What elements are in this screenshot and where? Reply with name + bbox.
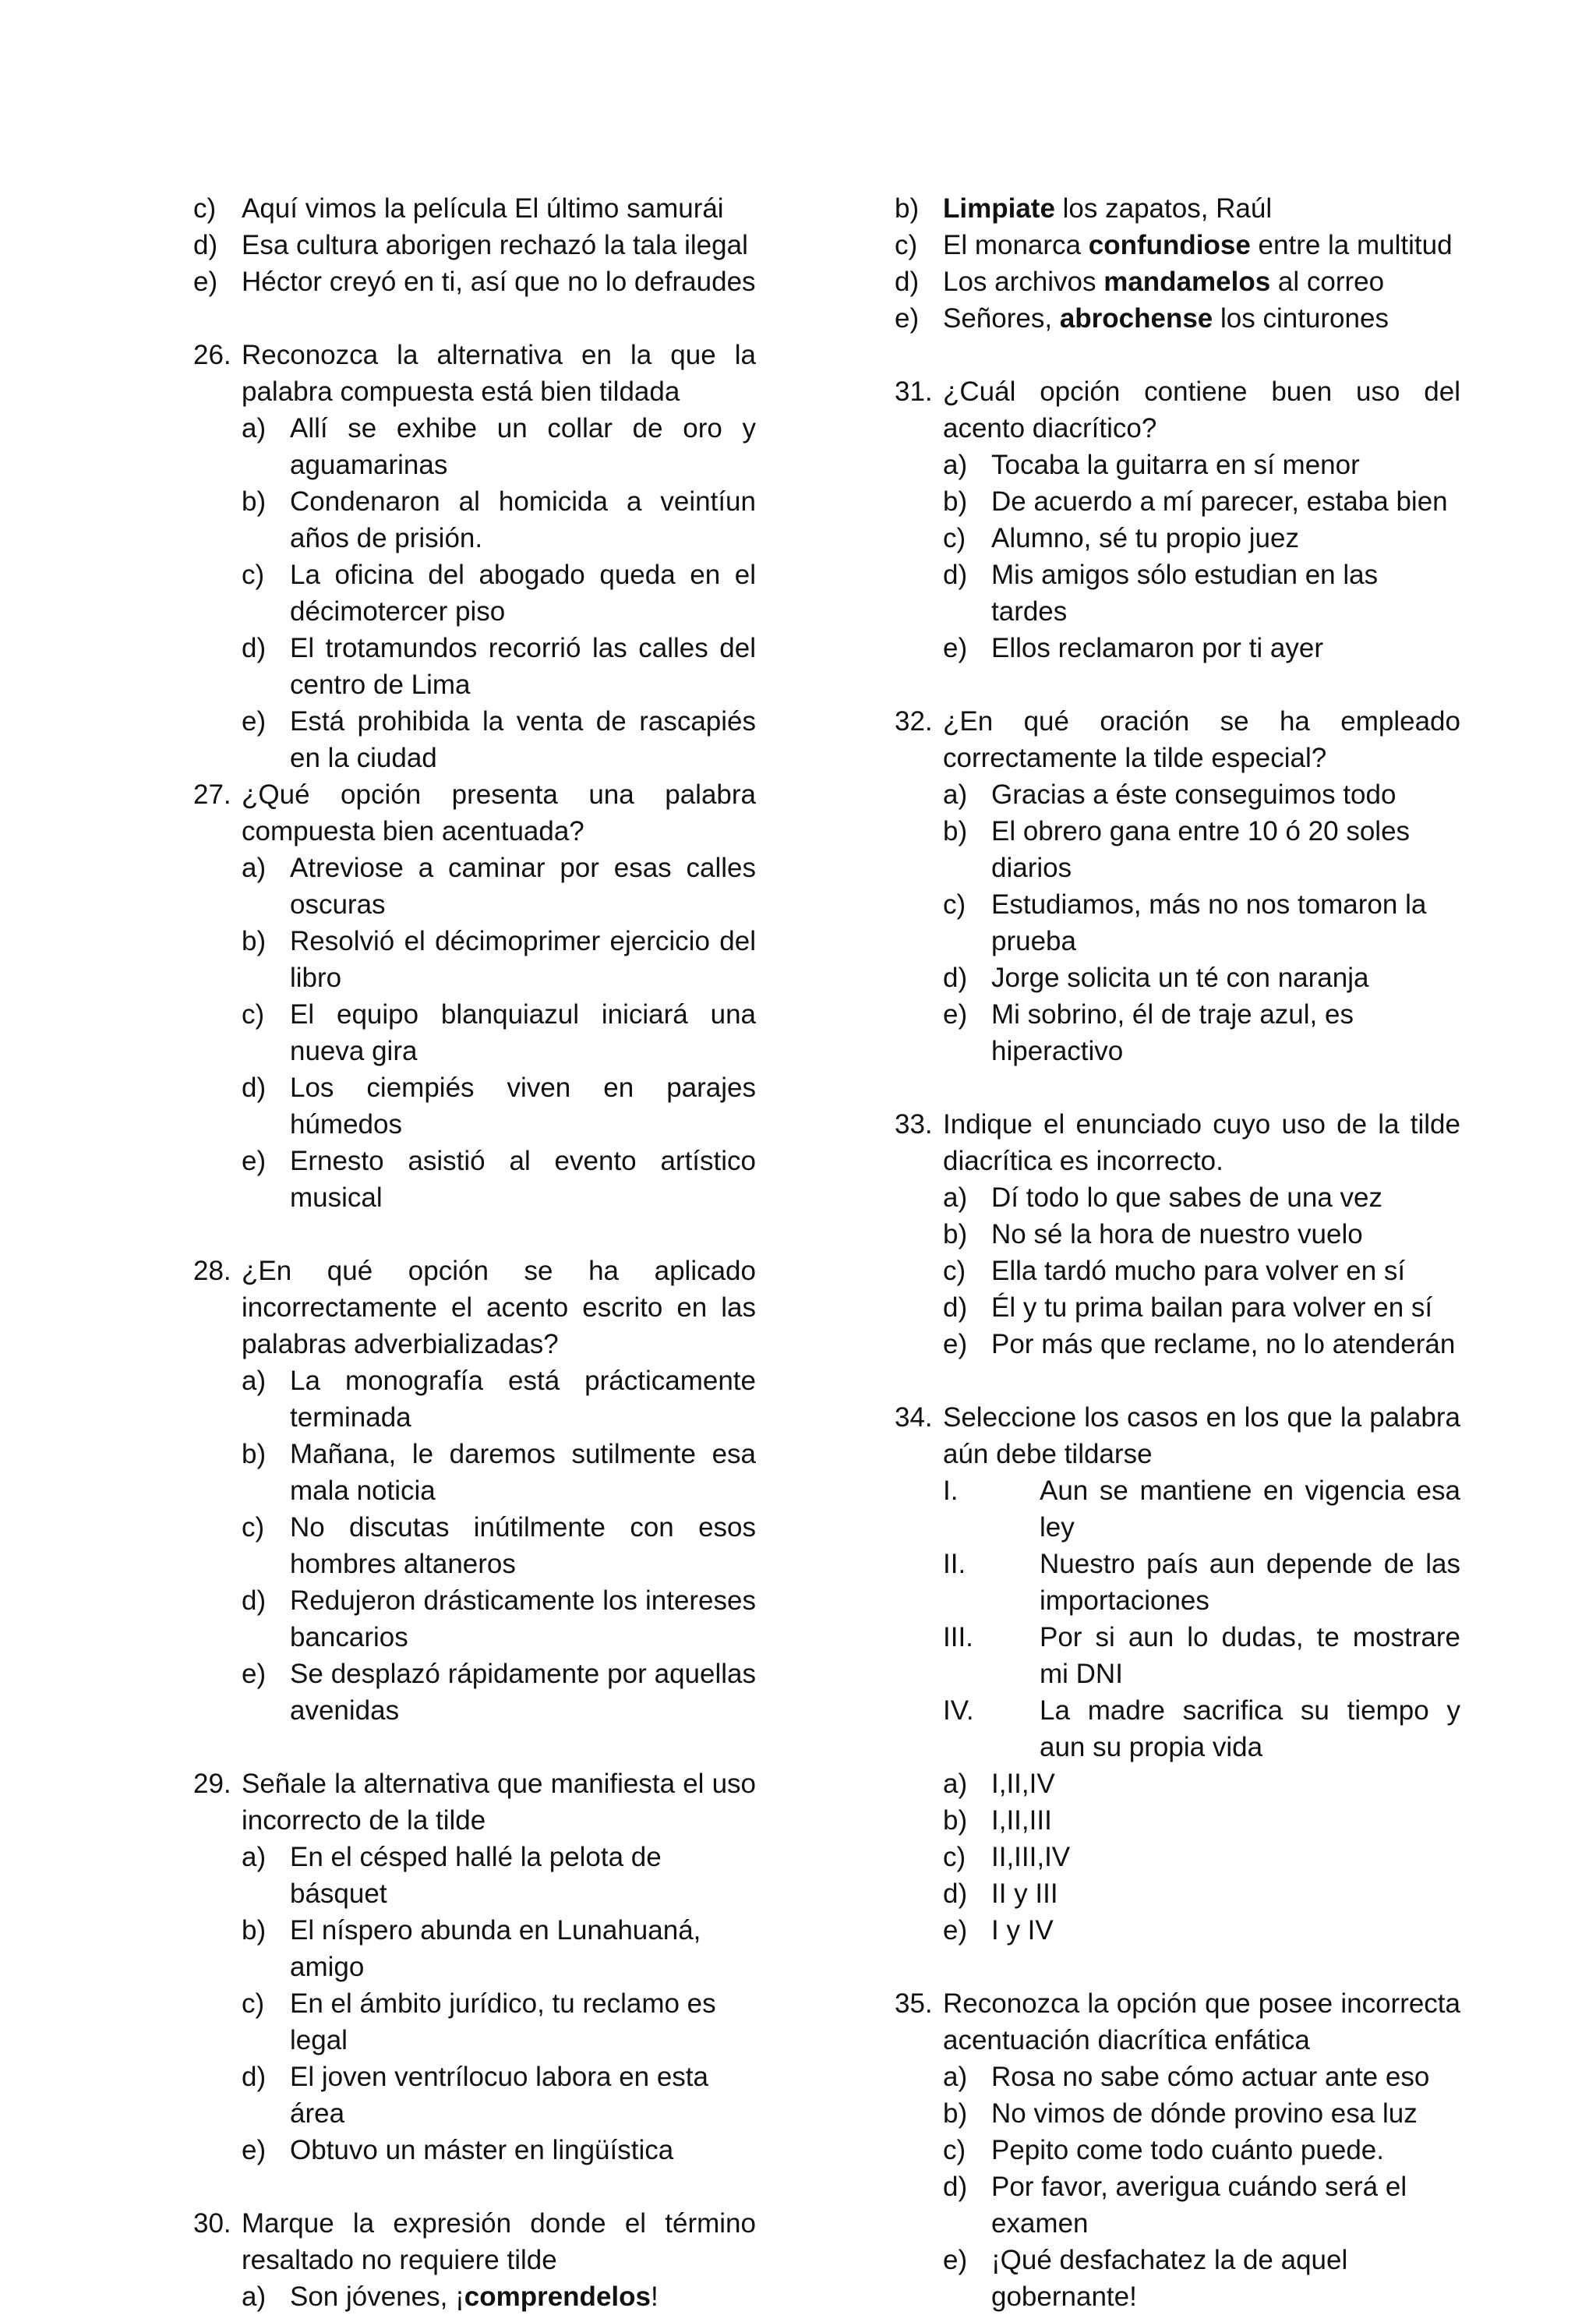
- option-label: a): [242, 853, 267, 883]
- question-number: 29.: [193, 1769, 231, 1799]
- question-stem: [895, 373, 1460, 447]
- option-text: Dí todo lo que sabes de una vez: [991, 1182, 1383, 1213]
- highlighted-term: Limpiate: [943, 193, 1055, 224]
- question-text: ¿En qué oración se ha empleado correctamente la tilde especial?: [943, 706, 1460, 773]
- option-label: d): [943, 1879, 968, 1909]
- option-text: Héctor creyó en ti, así que no lo defraudes: [242, 267, 756, 297]
- case-item: [943, 1619, 1460, 1692]
- option-label: c): [943, 1256, 966, 1286]
- option-label: e): [242, 1146, 267, 1176]
- option-c: [242, 996, 756, 1069]
- option-d: [242, 1069, 756, 1143]
- question-stem: [193, 337, 756, 410]
- option-text: Mis amigos sólo estudian en las tardes: [991, 560, 1379, 627]
- option-text-post: los cinturones: [1213, 303, 1389, 334]
- option-a: [943, 2059, 1460, 2095]
- case-label: IV.: [943, 1695, 974, 1726]
- option-label: d): [943, 560, 968, 590]
- option-text: Mañana, le daremos sutilmente esa mala noticia: [290, 1439, 756, 1506]
- option-e: [943, 996, 1460, 1069]
- case-item: [943, 1472, 1460, 1546]
- highlighted-term: comprendelos: [464, 2281, 651, 2312]
- option-a: [242, 2278, 756, 2315]
- option-label: e): [943, 1329, 968, 1359]
- option-text: El trotamundos recorrió las calles del centro de Lima: [290, 633, 756, 700]
- option-a: [242, 850, 756, 923]
- option-text: Esa cultura aborigen rechazó la tala ilegal: [242, 230, 748, 260]
- option-text: Pepito come todo cuánto puede.: [991, 2135, 1384, 2165]
- option-c: [242, 1985, 756, 2059]
- question-text: Señale la alternativa que manifiesta el uso incorrecto de la tilde: [242, 1769, 756, 1836]
- option-text: Estudiamos, más no nos tomaron la prueba: [991, 889, 1427, 956]
- option-text: Se desplazó rápidamente por aquellas avenidas: [290, 1659, 756, 1726]
- option-text: Alumno, sé tu propio juez: [991, 523, 1299, 553]
- option-text: No vimos de dónde provino esa luz: [991, 2098, 1418, 2129]
- option-label: c): [242, 999, 265, 1030]
- question-number: 33.: [895, 1109, 933, 1140]
- option-text-pre: Son jóvenes, ¡: [290, 2281, 464, 2312]
- option-label: e): [193, 267, 218, 297]
- option-label: c): [242, 560, 265, 590]
- question-stem: [895, 1399, 1460, 1472]
- question-number: 31.: [895, 376, 933, 407]
- question-stem: [193, 1765, 756, 1839]
- right-column: [895, 190, 1460, 2315]
- case-label: III.: [943, 1622, 973, 1652]
- option-label: e): [242, 706, 267, 737]
- option-b: [242, 483, 756, 557]
- option-label: b): [242, 1915, 267, 1946]
- question-text: ¿Cuál opción contiene buen uso del acento diacrítico?: [943, 376, 1460, 444]
- case-item: [943, 1692, 1460, 1765]
- option-e: [193, 263, 756, 300]
- option-d: [193, 227, 756, 263]
- option-label: e): [943, 999, 968, 1030]
- option-text: El equipo blanquiazul iniciará una nueva gira: [290, 999, 756, 1066]
- option-c: [943, 520, 1460, 557]
- option-label: d): [242, 1585, 267, 1616]
- option-e: [943, 630, 1460, 666]
- option-text: II y III: [991, 1879, 1058, 1909]
- case-text: Nuestro país aun depende de las importaciones: [1040, 1549, 1460, 1616]
- question-29: [193, 1765, 756, 2168]
- question-33: [895, 1106, 1460, 1362]
- option-c: [242, 557, 756, 630]
- question-stem: [895, 1106, 1460, 1179]
- question-text: Indique el enunciado cuyo uso de la tilde diacrítica es incorrecto.: [943, 1109, 1460, 1176]
- option-d: [242, 1582, 756, 1656]
- option-text: Mi sobrino, él de traje azul, es hiperactivo: [991, 999, 1354, 1066]
- option-text: Él y tu prima bailan para volver en sí: [991, 1292, 1433, 1323]
- highlighted-term: mandamelos: [1103, 267, 1271, 297]
- option-text-pre: Señores,: [943, 303, 1060, 334]
- option-a: [943, 1765, 1460, 1802]
- question-stem: [193, 1253, 756, 1362]
- case-text: Por si aun lo dudas, te mostrare mi DNI: [1040, 1622, 1460, 1689]
- option-d: [895, 263, 1460, 300]
- option-label: b): [943, 486, 968, 517]
- option-d: [943, 557, 1460, 630]
- question-32: [895, 703, 1460, 1069]
- option-text: Está prohibida la venta de rascapiés en la ciudad: [290, 706, 756, 773]
- option-label: c): [895, 230, 918, 260]
- left-column: [193, 190, 756, 2315]
- question-31: [895, 373, 1460, 666]
- option-text: El obrero gana entre 10 ó 20 soles diarios: [991, 816, 1411, 883]
- option-b: [943, 1802, 1460, 1839]
- option-label: d): [242, 2062, 267, 2092]
- option-label: d): [193, 230, 218, 260]
- option-text-post: los zapatos, Raúl: [1054, 193, 1273, 224]
- option-text: Condenaron al homicida a veintíun años de prisión.: [290, 486, 756, 553]
- option-text: Ernesto asistió al evento artístico musical: [290, 1146, 756, 1213]
- option-label: c): [943, 523, 966, 553]
- option-label: d): [943, 1292, 968, 1323]
- option-text-pre: Los archivos: [943, 267, 1104, 297]
- option-text: I y IV: [991, 1915, 1054, 1946]
- option-e: [943, 1326, 1460, 1362]
- option-label: b): [943, 2098, 968, 2129]
- option-label: b): [895, 193, 920, 224]
- option-e: [242, 703, 756, 776]
- question-stem: [895, 703, 1460, 776]
- option-label: a): [943, 2062, 968, 2092]
- option-text: Los ciempiés viven en parajes húmedos: [290, 1073, 756, 1140]
- option-label: b): [242, 1439, 267, 1469]
- option-text-post: entre la multitud: [1250, 230, 1453, 260]
- option-a: [242, 410, 756, 483]
- option-label: b): [943, 1219, 968, 1249]
- option-text: Obtuvo un máster en lingüística: [290, 2135, 674, 2165]
- option-c: [943, 886, 1460, 960]
- option-text: Ella tardó mucho para volver en sí: [991, 1256, 1406, 1286]
- option-b: [895, 190, 1460, 227]
- option-text: Ellos reclamaron por ti ayer: [991, 633, 1323, 663]
- option-text-post: !: [650, 2281, 659, 2312]
- option-a: [242, 1362, 756, 1436]
- option-label: a): [943, 1182, 968, 1213]
- option-label: e): [943, 2245, 968, 2275]
- option-text: Allí se exhibe un collar de oro y aguamarinas: [290, 413, 756, 480]
- option-c: [242, 1509, 756, 1582]
- option-label: d): [242, 1073, 267, 1103]
- option-c: [943, 1839, 1460, 1875]
- option-text: En el ámbito jurídico, tu reclamo es legal: [290, 1988, 716, 2055]
- option-d: [242, 630, 756, 703]
- option-label: e): [242, 2135, 267, 2165]
- case-item: [943, 1546, 1460, 1619]
- option-c: [943, 1253, 1460, 1289]
- question-stem: [193, 2205, 756, 2278]
- option-text: No discutas inútilmente con esos hombres altaneros: [290, 1512, 756, 1579]
- option-text: I,II,III: [991, 1805, 1052, 1836]
- option-label: c): [242, 1512, 265, 1543]
- question-text: Reconozca la opción que posee incorrecta acentuación diacrítica enfática: [943, 1988, 1460, 2055]
- option-label: d): [242, 633, 267, 663]
- question-27: [193, 776, 756, 1216]
- option-text: I,II,IV: [991, 1769, 1055, 1799]
- question-number: 26.: [193, 340, 231, 370]
- option-a: [943, 1179, 1460, 1216]
- option-text: No sé la hora de nuestro vuelo: [991, 1219, 1363, 1249]
- option-label: c): [943, 2135, 966, 2165]
- question-stem: [895, 1985, 1460, 2059]
- question-number: 32.: [895, 706, 933, 737]
- question-stem: [193, 776, 756, 850]
- option-label: c): [943, 1842, 966, 1872]
- option-label: a): [242, 1366, 267, 1396]
- question-number: 34.: [895, 1402, 933, 1433]
- option-label: a): [943, 1769, 968, 1799]
- option-b: [943, 2095, 1460, 2132]
- option-c: [193, 190, 756, 227]
- case-label: II.: [943, 1549, 966, 1579]
- option-text-post: al correo: [1270, 267, 1385, 297]
- option-text-pre: El monarca: [943, 230, 1089, 260]
- case-text: Aun se mantiene en vigencia esa ley: [1040, 1476, 1460, 1543]
- question-text: Seleccione los casos en los que la palabra aún debe tildarse: [943, 1402, 1460, 1469]
- option-d: [943, 2168, 1460, 2242]
- option-e: [242, 2132, 756, 2168]
- question-number: 27.: [193, 779, 231, 810]
- option-text: Resolvió el décimoprimer ejercicio del libro: [290, 926, 756, 993]
- question-text: Reconozca la alternativa en la que la palabra compuesta está bien tildada: [242, 340, 756, 407]
- option-text: El joven ventrílocuo labora en esta área: [290, 2062, 708, 2129]
- option-d: [943, 1875, 1460, 1912]
- option-label: e): [895, 303, 920, 334]
- question-35: [895, 1985, 1460, 2315]
- option-text: Atreviose a caminar por esas calles oscuras: [290, 853, 756, 920]
- question-34: [895, 1399, 1460, 1949]
- option-label: b): [242, 926, 267, 956]
- option-label: e): [943, 633, 968, 663]
- option-text: La oficina del abogado queda en el décimotercer piso: [290, 560, 756, 627]
- option-e: [895, 300, 1460, 337]
- option-text: Por favor, averigua cuándo será el examen: [991, 2172, 1407, 2239]
- option-label: a): [943, 779, 968, 810]
- highlighted-term: abrochense: [1059, 303, 1213, 334]
- option-b: [242, 923, 756, 996]
- option-label: d): [943, 2172, 968, 2202]
- option-text: El níspero abunda en Lunahuaná, amigo: [290, 1915, 701, 1982]
- option-label: b): [943, 816, 968, 846]
- option-text: Tocaba la guitarra en sí menor: [991, 450, 1360, 480]
- question-text: Marque la expresión donde el término resaltado no requiere tilde: [242, 2208, 756, 2275]
- option-label: d): [895, 267, 920, 297]
- option-text: Gracias a éste conseguimos todo: [991, 779, 1396, 810]
- option-a: [242, 1839, 756, 1912]
- option-e: [943, 2242, 1460, 2315]
- question-text: ¿Qué opción presenta una palabra compuesta bien acentuada?: [242, 779, 756, 846]
- option-a: [943, 447, 1460, 483]
- option-text: Redujeron drásticamente los intereses bancarios: [290, 1585, 756, 1652]
- option-label: a): [242, 413, 267, 444]
- option-text: Aquí vimos la película El último samurái: [242, 193, 724, 224]
- option-label: b): [242, 486, 267, 517]
- option-a: [943, 776, 1460, 813]
- option-text: Por más que reclame, no lo atenderán: [991, 1329, 1456, 1359]
- option-text: II,III,IV: [991, 1842, 1071, 1872]
- question-30: [193, 2205, 756, 2315]
- option-label: e): [242, 1659, 267, 1689]
- highlighted-term: confundiose: [1088, 230, 1251, 260]
- option-label: a): [242, 1842, 267, 1872]
- case-label: I.: [943, 1476, 959, 1506]
- option-b: [242, 1436, 756, 1509]
- option-d: [242, 2059, 756, 2132]
- option-c: [943, 2132, 1460, 2168]
- option-label: a): [943, 450, 968, 480]
- option-label: c): [242, 1988, 265, 2019]
- option-e: [242, 1143, 756, 1216]
- option-label: b): [943, 1805, 968, 1836]
- option-b: [943, 813, 1460, 886]
- option-d: [943, 960, 1460, 996]
- option-text: De acuerdo a mí parecer, estaba bien: [991, 486, 1448, 517]
- option-text: La monografía está prácticamente terminada: [290, 1366, 756, 1433]
- option-label: c): [943, 889, 966, 920]
- question-number: 28.: [193, 1256, 231, 1286]
- option-label: e): [943, 1915, 968, 1946]
- option-b: [943, 483, 1460, 520]
- option-d: [943, 1289, 1460, 1326]
- option-e: [242, 1656, 756, 1729]
- option-e: [943, 1912, 1460, 1949]
- option-label: c): [193, 193, 217, 224]
- option-b: [943, 1216, 1460, 1253]
- question-text: ¿En qué opción se ha aplicado incorrectamente el acento escrito en las palabras adverbializadas?: [242, 1256, 756, 1359]
- question-number: 30.: [193, 2208, 231, 2239]
- option-text: Jorge solicita un té con naranja: [991, 963, 1369, 993]
- question-26: [193, 337, 756, 776]
- option-text: Rosa no sabe cómo actuar ante eso: [991, 2062, 1430, 2092]
- option-label: a): [242, 2281, 267, 2312]
- option-text: En el césped hallé la pelota de básquet: [290, 1842, 662, 1909]
- question-number: 35.: [895, 1988, 933, 2019]
- question-28: [193, 1253, 756, 1729]
- case-text: La madre sacrifica su tiempo y aun su propia vida: [1040, 1695, 1460, 1762]
- option-c: [895, 227, 1460, 263]
- option-label: d): [943, 963, 968, 993]
- option-b: [242, 1912, 756, 1985]
- option-text: ¡Qué desfachatez la de aquel gobernante!: [991, 2245, 1348, 2312]
